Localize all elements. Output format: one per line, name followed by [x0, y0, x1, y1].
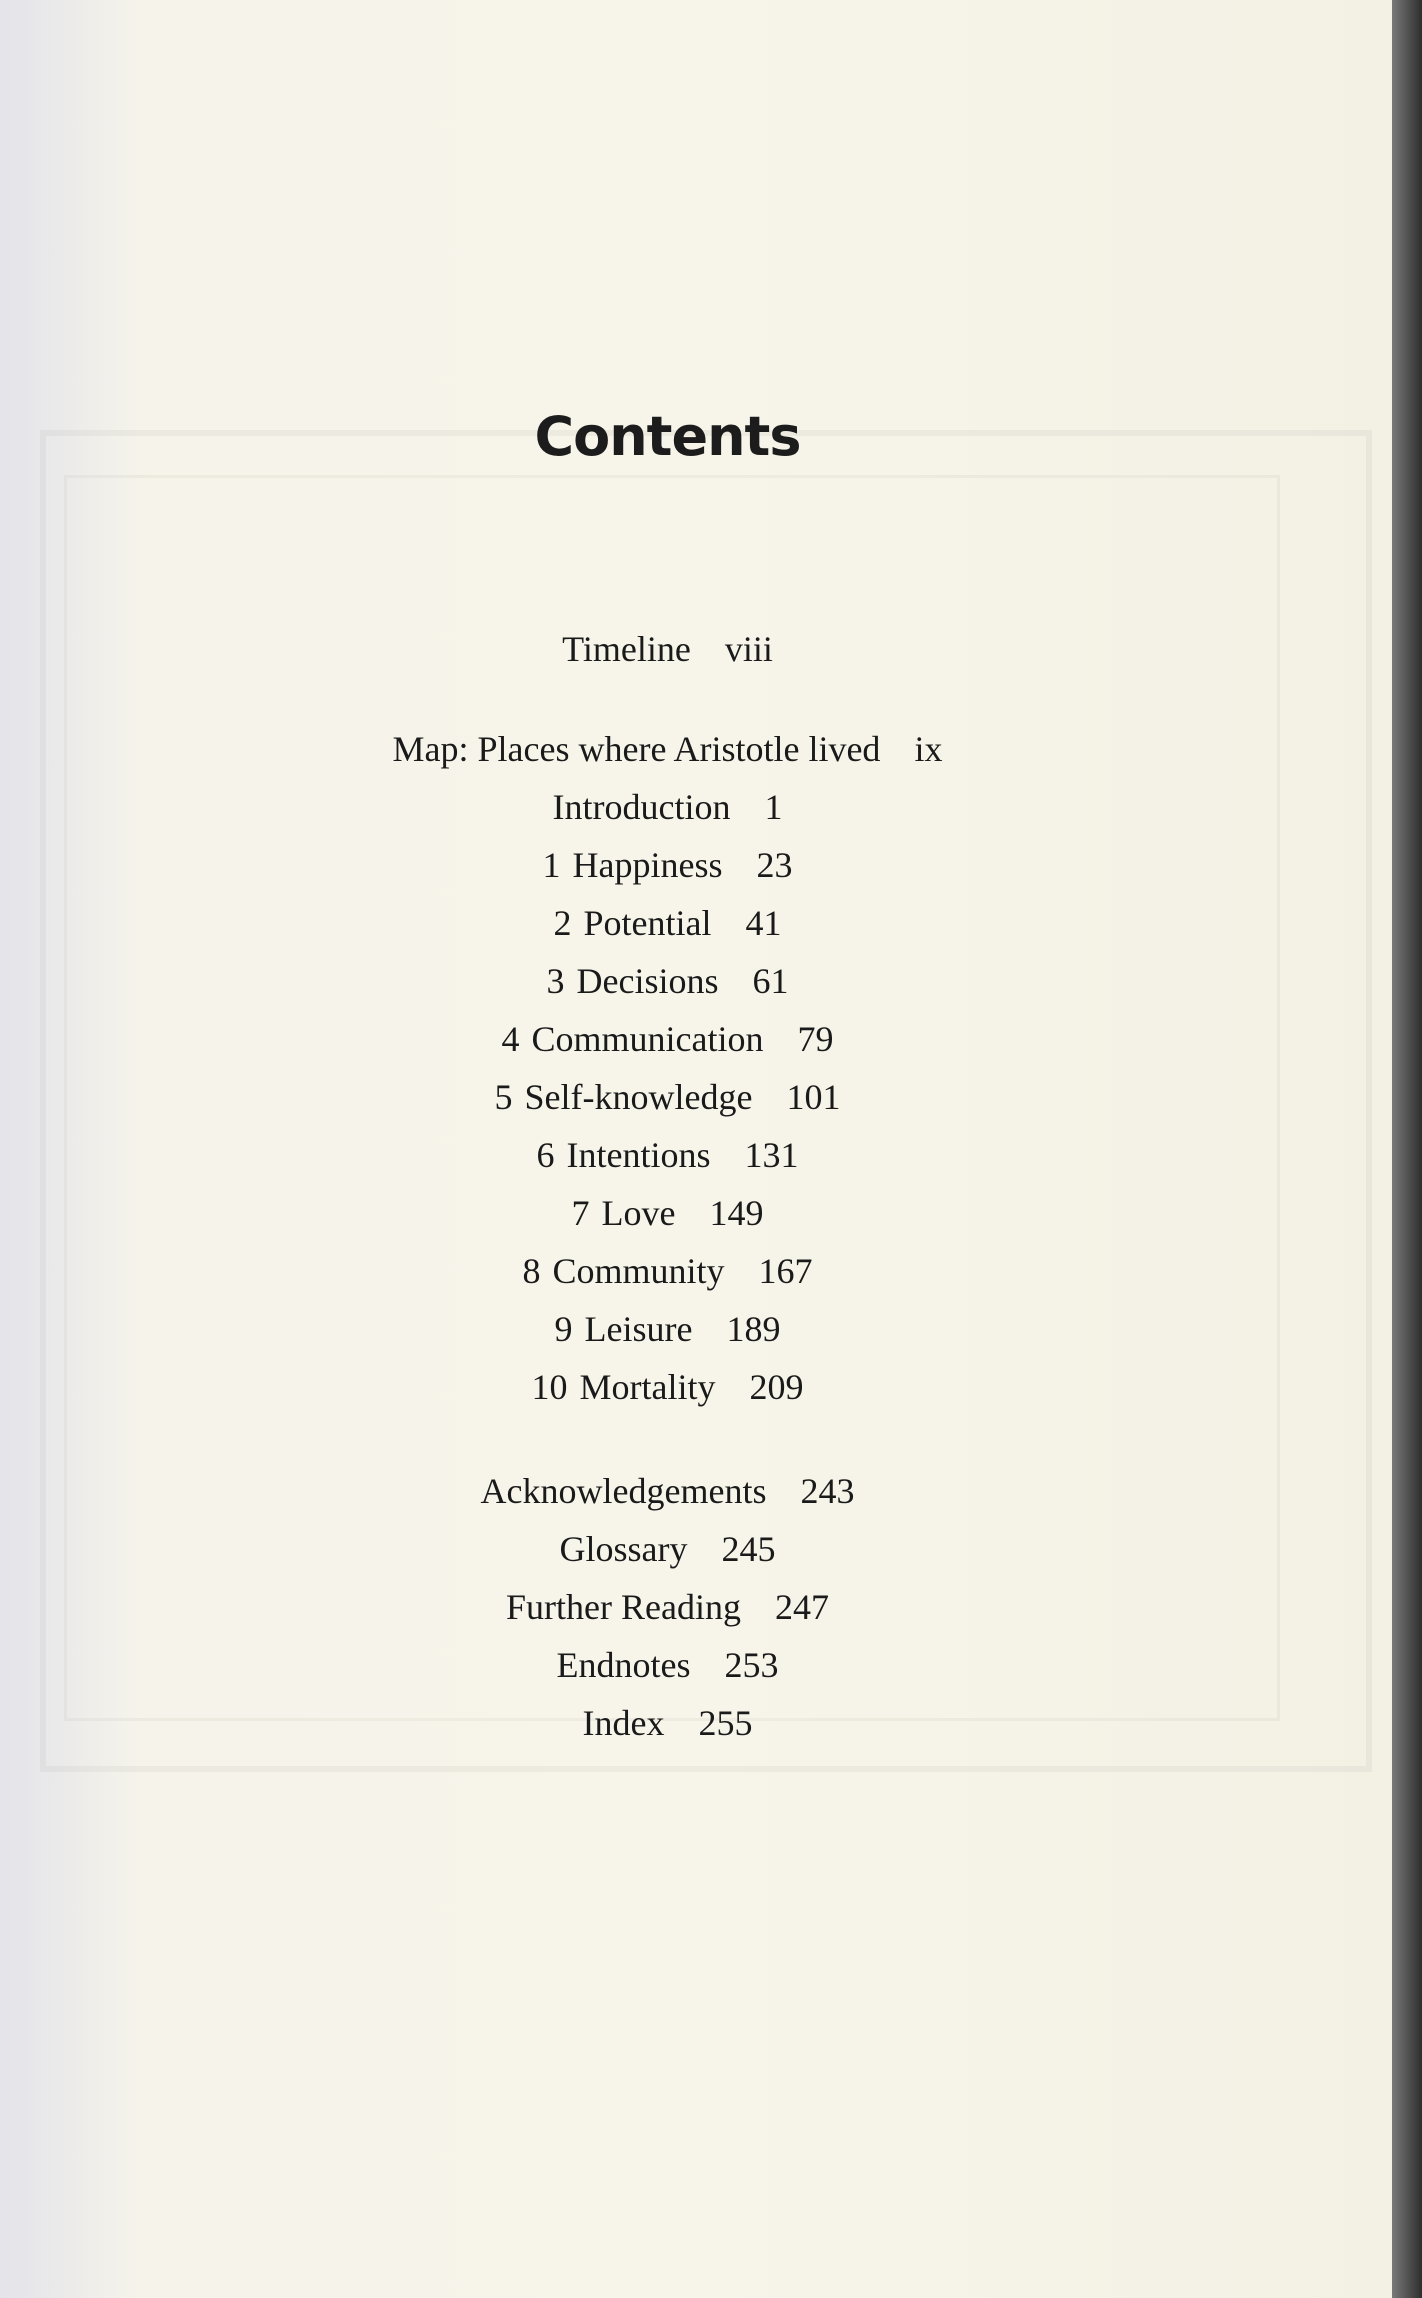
toc-entry-title: Index	[582, 1703, 665, 1743]
chapter-number: 2	[553, 903, 572, 943]
toc-entry-page: 243	[800, 1471, 855, 1511]
toc-entry-title: Further Reading	[506, 1587, 741, 1627]
chapter-page: 189	[726, 1309, 781, 1349]
toc-entry-introduction	[0, 786, 1335, 828]
toc-entry-title: Timeline	[562, 629, 691, 669]
chapter-number: 10	[531, 1367, 568, 1407]
toc-entry-page: 247	[774, 1587, 829, 1627]
book-spine-shadow	[1392, 0, 1422, 2298]
chapter-title: Intentions	[566, 1135, 711, 1175]
chapter-number: 4	[501, 1019, 520, 1059]
toc-entry-title: Endnotes	[556, 1645, 691, 1685]
toc-entry-map	[0, 728, 1335, 770]
toc-chapter-2	[0, 902, 1335, 944]
toc-chapter-10	[0, 1366, 1335, 1408]
toc-chapter-8	[0, 1250, 1335, 1292]
chapter-page: 23	[756, 845, 793, 885]
toc-entry-title: Glossary	[559, 1529, 688, 1569]
chapter-page: 61	[752, 961, 789, 1001]
toc-entry-page: ix	[914, 729, 943, 769]
toc-chapter-7	[0, 1192, 1335, 1234]
toc-entry-endnotes	[0, 1644, 1335, 1686]
toc-entry-page: 255	[698, 1703, 753, 1743]
toc-chapter-3	[0, 960, 1335, 1002]
chapter-title: Happiness	[572, 845, 723, 885]
toc-entry-acknowledgements	[0, 1470, 1335, 1512]
chapter-title: Mortality	[579, 1367, 716, 1407]
chapter-page: 149	[709, 1193, 764, 1233]
toc-entry-page: 1	[764, 787, 783, 827]
chapter-title: Communication	[531, 1019, 764, 1059]
toc-chapter-4	[0, 1018, 1335, 1060]
chapter-number: 3	[546, 961, 565, 1001]
toc-entry-page: viii	[724, 629, 773, 669]
toc-entry-glossary	[0, 1528, 1335, 1570]
chapter-title: Love	[601, 1193, 676, 1233]
toc-chapter-9	[0, 1308, 1335, 1350]
chapter-number: 9	[554, 1309, 573, 1349]
toc-chapter-6	[0, 1134, 1335, 1176]
toc-entry-index	[0, 1702, 1335, 1744]
toc-chapter-1	[0, 844, 1335, 886]
chapter-number: 1	[542, 845, 561, 885]
chapter-number: 8	[522, 1251, 541, 1291]
chapter-title: Community	[552, 1251, 725, 1291]
toc-entry-title: Introduction	[552, 787, 731, 827]
toc-entry-page: 253	[724, 1645, 779, 1685]
chapter-page: 131	[744, 1135, 799, 1175]
toc-entry-further-reading	[0, 1586, 1335, 1628]
toc-entry-timeline	[0, 628, 1335, 670]
chapter-page: 41	[745, 903, 782, 943]
chapter-title: Leisure	[584, 1309, 693, 1349]
toc-chapter-5	[0, 1076, 1335, 1118]
chapter-number: 7	[571, 1193, 590, 1233]
chapter-title: Decisions	[576, 961, 719, 1001]
chapter-page: 209	[749, 1367, 804, 1407]
toc-entry-title: Map: Places where Aristotle lived	[392, 729, 881, 769]
chapter-title: Self-knowledge	[524, 1077, 753, 1117]
chapter-number: 5	[494, 1077, 513, 1117]
toc-entry-page: 245	[721, 1529, 776, 1569]
page-title: Contents	[534, 405, 801, 468]
chapter-page: 167	[758, 1251, 813, 1291]
toc-entry-title: Acknowledgements	[480, 1471, 767, 1511]
chapter-page: 101	[786, 1077, 841, 1117]
chapter-number: 6	[536, 1135, 555, 1175]
chapter-page: 79	[797, 1019, 834, 1059]
chapter-title: Potential	[583, 903, 712, 943]
